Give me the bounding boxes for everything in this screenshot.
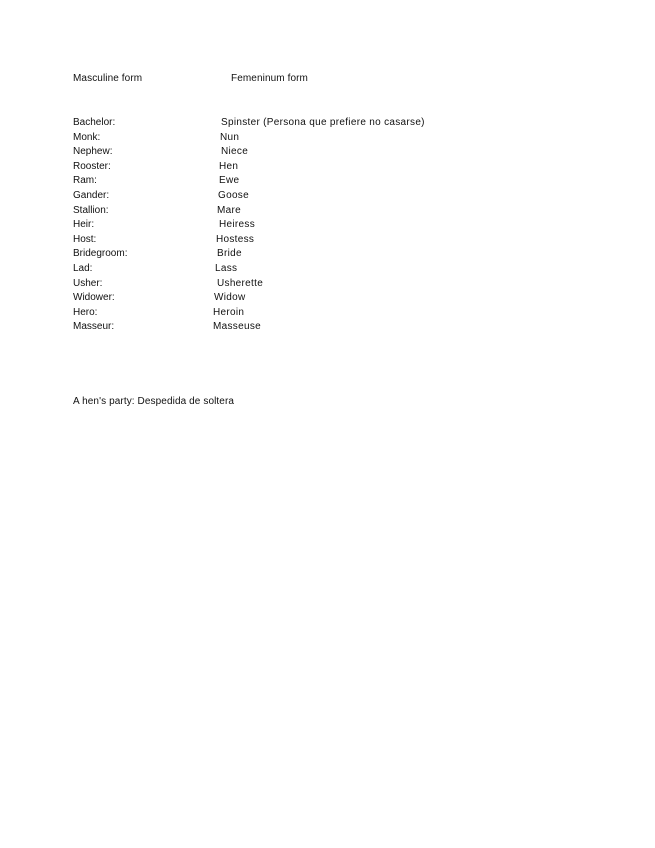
masculine-term: Usher: bbox=[73, 277, 103, 289]
feminine-term: Mare bbox=[217, 204, 241, 216]
masculine-term: Rooster: bbox=[73, 160, 111, 172]
pair-row bbox=[0, 263, 655, 278]
feminine-term: Spinster (Persona que prefiere no casarse) bbox=[221, 117, 425, 128]
masculine-column-header: Masculine form bbox=[73, 73, 143, 84]
feminine-term: Niece bbox=[221, 146, 249, 158]
masculine-term: Nephew: bbox=[73, 146, 113, 158]
feminine-term: Usherette bbox=[217, 277, 264, 289]
feminine-term: Goose bbox=[218, 189, 249, 201]
masculine-term: Heir: bbox=[73, 219, 95, 231]
feminine-term: Ewe bbox=[219, 175, 240, 187]
pair-row bbox=[0, 219, 655, 234]
hens-party-note: A hen's party: Despedida de soltera bbox=[73, 396, 235, 407]
gender-pairs-list bbox=[0, 117, 655, 336]
pair-row bbox=[0, 248, 655, 263]
feminine-term: Lass bbox=[215, 262, 238, 274]
pair-row bbox=[0, 146, 655, 161]
feminine-term: Hen bbox=[219, 160, 239, 172]
pair-row bbox=[0, 321, 655, 336]
pair-row bbox=[0, 190, 655, 205]
masculine-term: Lad: bbox=[73, 262, 93, 274]
masculine-term: Gander: bbox=[73, 189, 110, 201]
feminine-term: Nun bbox=[220, 131, 240, 143]
pair-row bbox=[0, 132, 655, 147]
feminine-term: Widow bbox=[214, 292, 246, 304]
masculine-term: Bridegroom: bbox=[73, 248, 128, 260]
feminine-term: Heroin bbox=[213, 306, 245, 318]
feminine-term: Heiress bbox=[219, 219, 255, 231]
masculine-term: Hero: bbox=[73, 306, 98, 318]
masculine-term: Host: bbox=[73, 233, 97, 245]
feminine-term: Masseuse bbox=[213, 321, 261, 333]
masculine-term: Ram: bbox=[73, 175, 97, 187]
pair-row bbox=[0, 175, 655, 190]
pair-row bbox=[0, 307, 655, 322]
masculine-term: Monk: bbox=[73, 131, 101, 143]
masculine-term: Stallion: bbox=[73, 204, 109, 216]
pair-row bbox=[0, 234, 655, 249]
masculine-term: Widower: bbox=[73, 292, 115, 304]
pair-row bbox=[0, 205, 655, 220]
pair-row bbox=[0, 292, 655, 307]
pair-row bbox=[0, 161, 655, 176]
pair-row bbox=[0, 278, 655, 293]
feminine-term: Bride bbox=[217, 248, 242, 260]
pair-row bbox=[0, 117, 655, 132]
masculine-term: Bachelor: bbox=[73, 117, 116, 128]
feminine-column-header: Femeninum form bbox=[231, 73, 308, 84]
feminine-term: Hostess bbox=[216, 233, 255, 245]
masculine-term: Masseur: bbox=[73, 321, 115, 333]
